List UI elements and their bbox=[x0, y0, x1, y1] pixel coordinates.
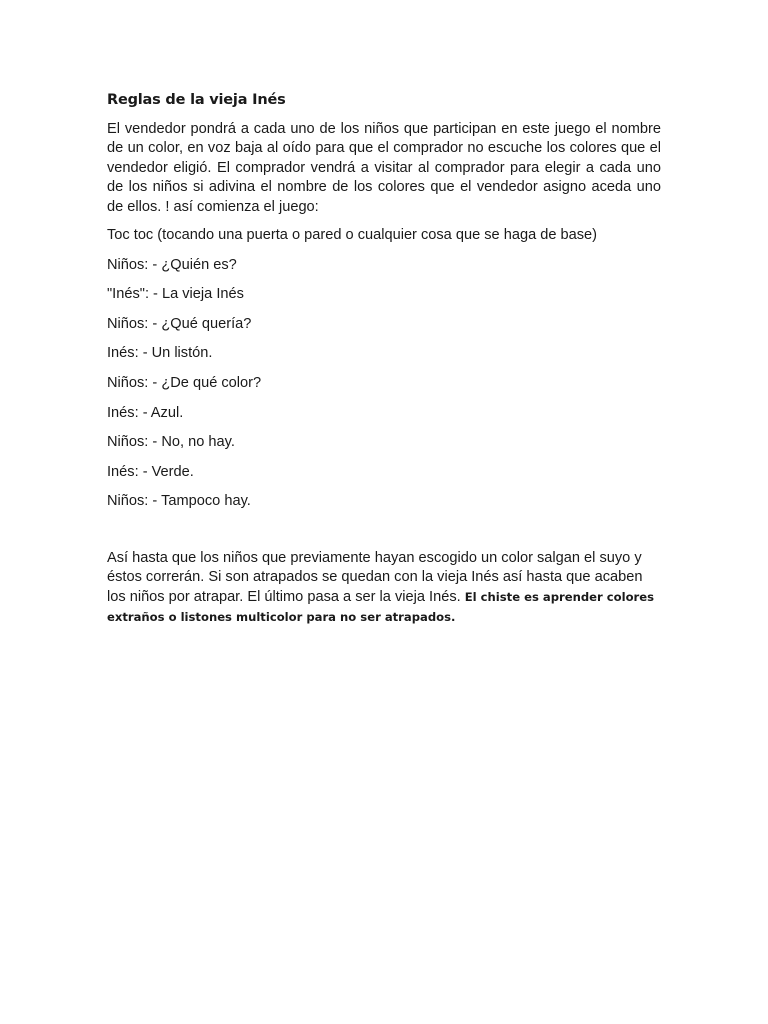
dialogue bbox=[107, 226, 661, 512]
dialogue-line: "Inés": - La vieja Inés bbox=[107, 286, 244, 303]
intro-paragraph: El vendedor pondrá a cada uno de los niños que participan en este juego el nombre de un color, en voz baja al oído para que el comprador no escuche los colores que el vendedor eligió. El comprador vendrá a visitar al comprador para elegir a cada uno de los niños si adivina el nombre de los colores que el vendedor asigno aceda uno de ellos. ! así comienza el juego: bbox=[107, 121, 661, 215]
closing-bold-text: El chiste es aprender colores extraños o listones multicolor para no ser atrapados. bbox=[107, 589, 655, 624]
dialogue-line: Niños: - No, no hay. bbox=[107, 434, 235, 451]
dialogue-line: Niños: - ¿Quién es? bbox=[107, 256, 237, 273]
document-page bbox=[107, 92, 661, 627]
dialogue-line: Niños: - Tampoco hay. bbox=[107, 493, 251, 510]
dialogue-line: Niños: - ¿De qué color? bbox=[107, 375, 262, 391]
document-title: Reglas de la vieja Inés bbox=[107, 92, 286, 108]
closing-text: Así hasta que los niños que previamente hayan escogido un color salgan el suyo y éstos correrán. Si son atrapados se quedan con la vieja Inés así hasta que acaben los niños por atrapar. El último pasa a ser la vieja Inés. bbox=[107, 549, 643, 605]
dialogue-line: Niños: - ¿Qué quería? bbox=[107, 315, 252, 332]
dialogue-line: Inés: - Verde. bbox=[107, 463, 194, 480]
closing-paragraph bbox=[107, 549, 661, 627]
dialogue-line: Inés: - Azul. bbox=[107, 404, 184, 421]
dialogue-line: Inés: - Un listón. bbox=[107, 345, 213, 362]
dialogue-line: Toc toc (tocando una puerta o pared o cualquier cosa que se haga de base) bbox=[107, 227, 598, 244]
